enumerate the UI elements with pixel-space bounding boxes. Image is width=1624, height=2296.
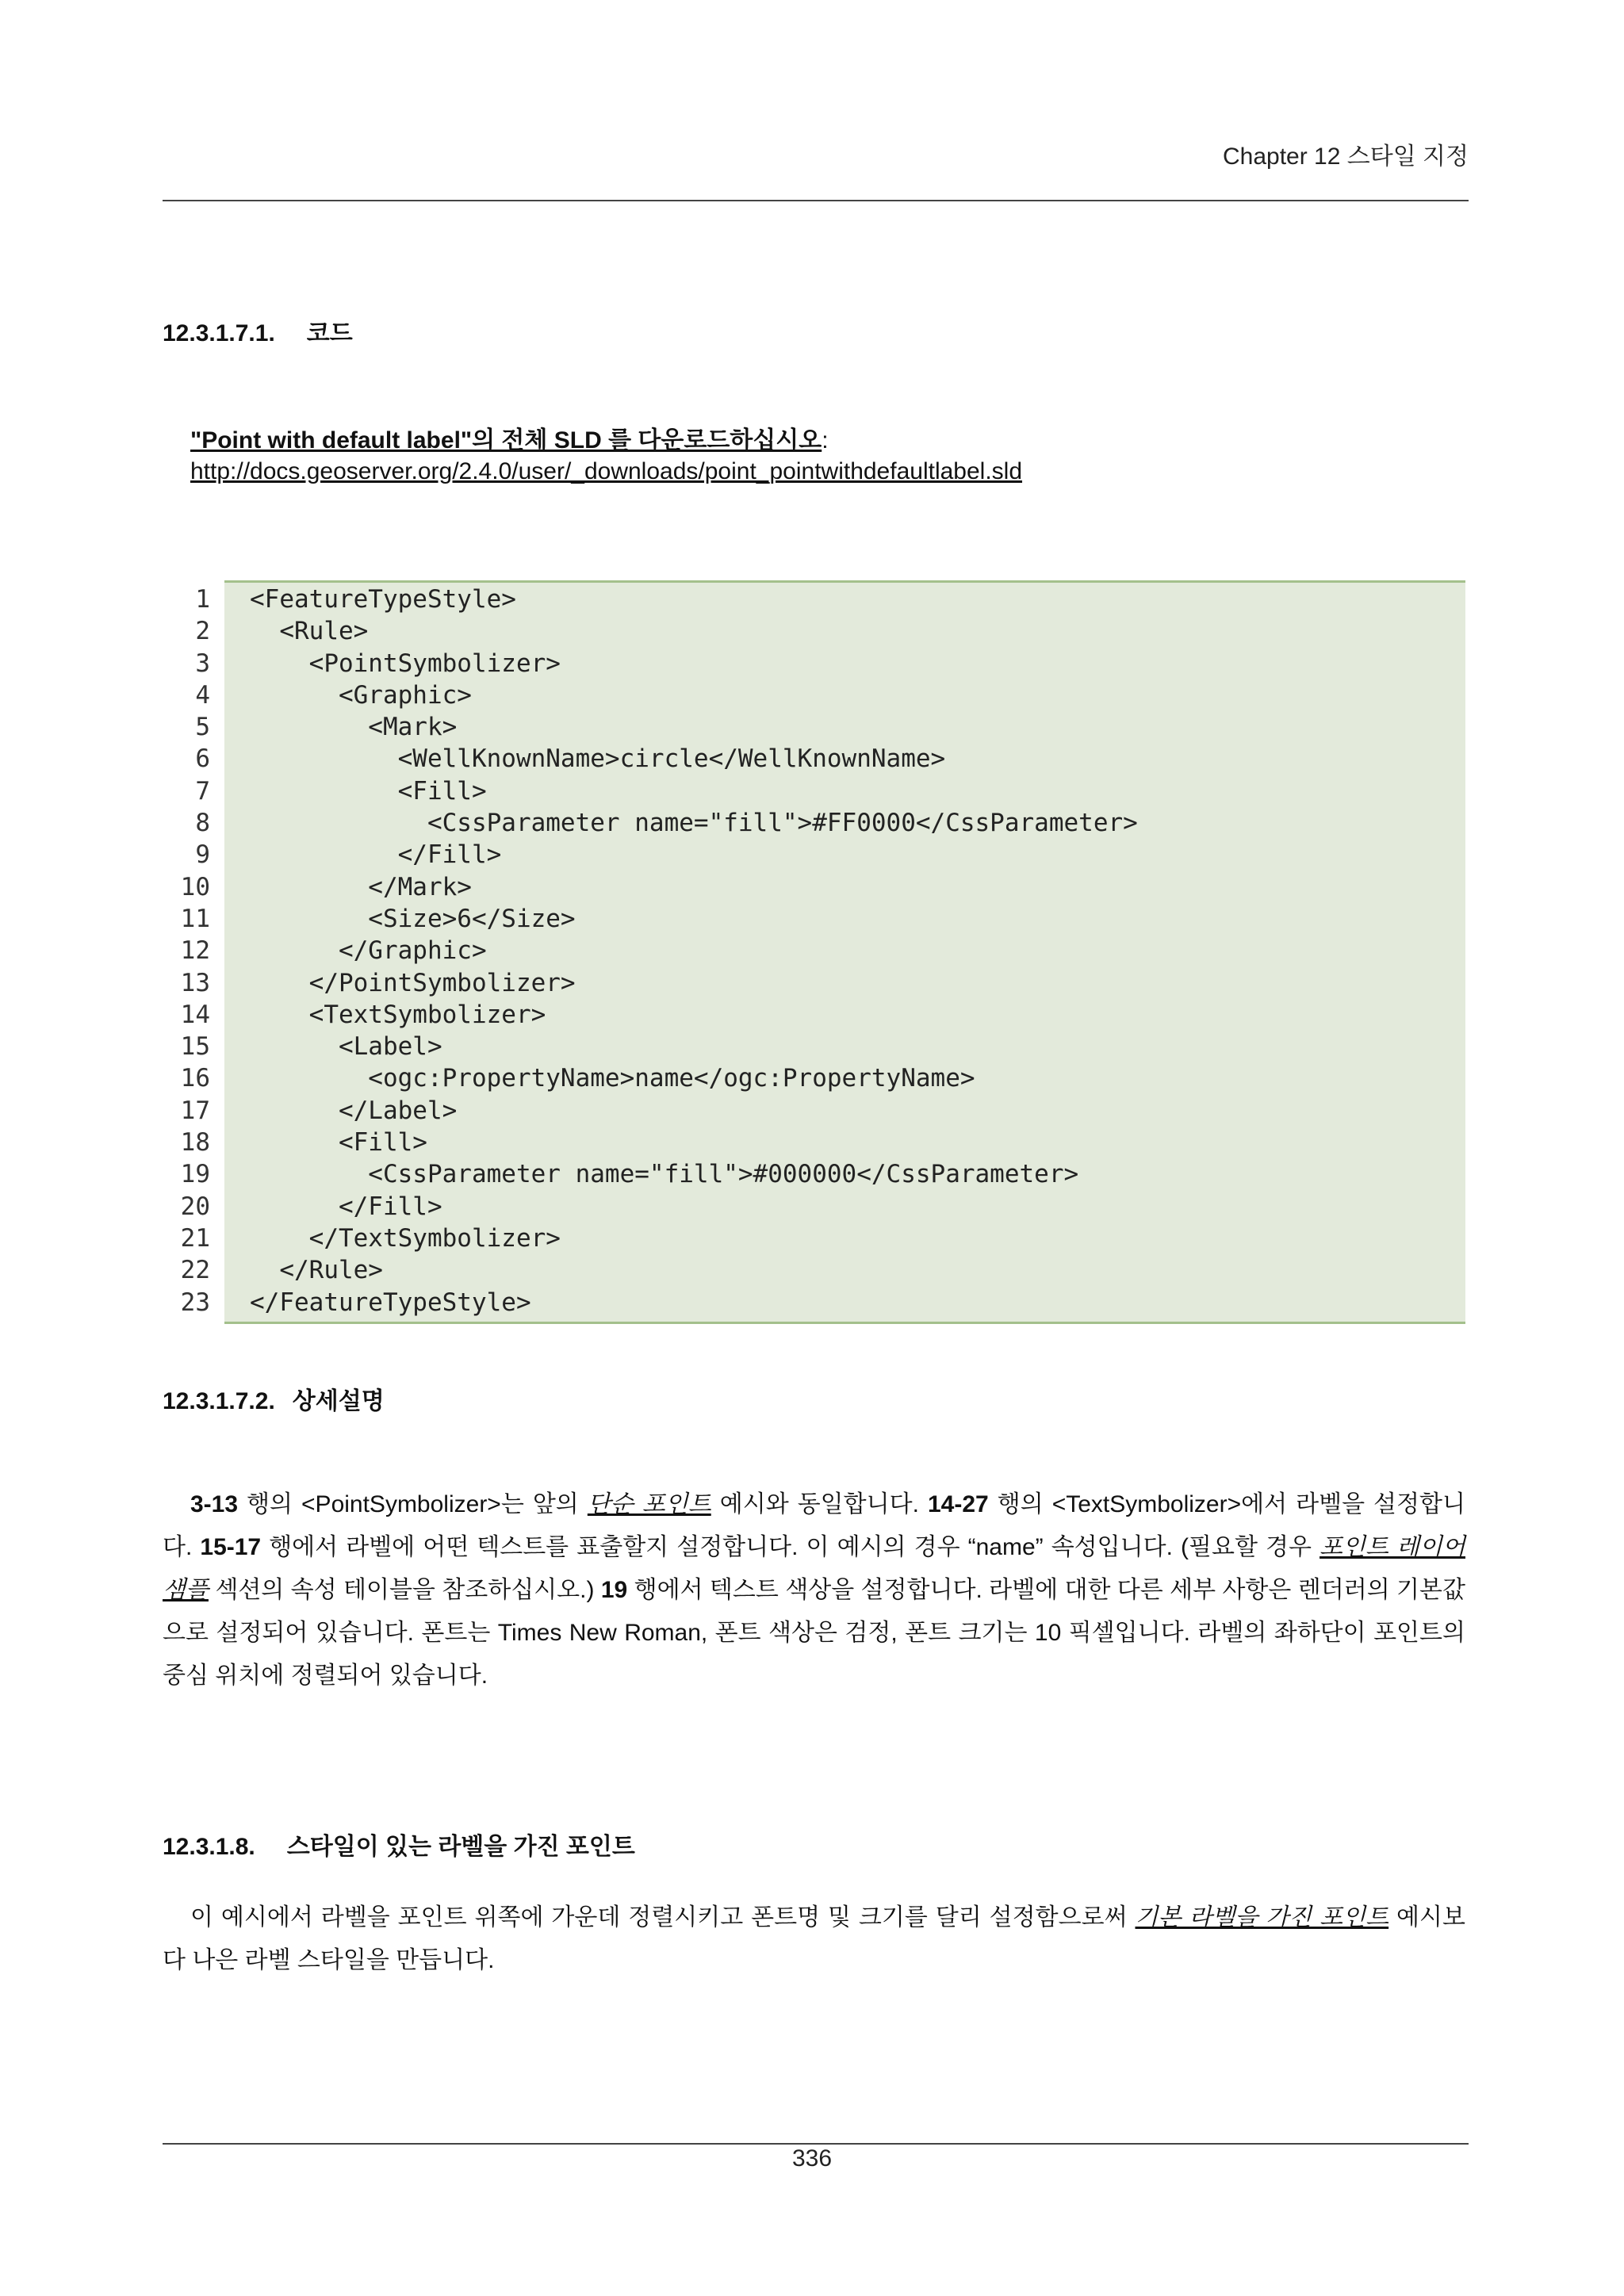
code-line-number: 6: [195, 744, 210, 774]
section-title: 스타일이 있는 라벨을 가진 포인트: [286, 1834, 635, 1860]
code-line: [163, 711, 1138, 743]
code-line-text: <Fill>: [250, 1128, 427, 1158]
code-listing: [163, 584, 1138, 1318]
code-line-text: <Graphic>: [250, 680, 472, 710]
running-header: Chapter 12 스타일 지정: [1222, 144, 1469, 170]
code-line-text: </PointSymbolizer>: [250, 968, 576, 997]
code-line: [163, 679, 1138, 711]
code-line-number: 9: [195, 840, 210, 870]
code-line-text: </Fill>: [250, 1192, 442, 1221]
code-line: [163, 903, 1138, 935]
code-line: [163, 1062, 1138, 1094]
download-url-link[interactable]: http://docs.geoserver.org/2.4.0/user/_downloads/point_pointwithdefaultlabel.sld: [190, 458, 1023, 484]
code-line-number: 15: [180, 1032, 210, 1062]
code-line-text: <FeatureTypeStyle>: [250, 585, 516, 614]
code-line: [163, 775, 1138, 807]
section-title: 코드: [306, 320, 353, 346]
code-line-number: 8: [195, 809, 210, 838]
code-line: [163, 1031, 1138, 1062]
code-line-number: 1: [195, 585, 210, 614]
code-line: [163, 1158, 1138, 1190]
line-ref: 14-27: [927, 1491, 989, 1517]
code-line-number: 14: [180, 1000, 210, 1029]
code-line: [163, 1191, 1138, 1223]
section-heading-code: [163, 313, 353, 348]
styled-label-paragraph: 이 예시에서 라벨을 포인트 위쪽에 가운데 정렬시키고 폰트명 및 크기를 달리 설정함으로써 기본 라벨을 가진 포인트 예시보다 나은 라벨 스타일을 만듭니다.: [163, 1904, 1465, 1973]
code-line: [163, 1127, 1138, 1158]
header-rule: [163, 200, 1469, 201]
code-line-number: 23: [180, 1288, 210, 1317]
code-line-number: 12: [180, 936, 210, 966]
section-number: 12.3.1.7.2.: [163, 1388, 275, 1414]
code-line-number: 11: [180, 904, 210, 933]
code-line-number: 21: [180, 1223, 210, 1253]
code-line-number: 18: [180, 1128, 210, 1158]
code-line-number: 3: [195, 649, 210, 678]
code-line-text: <Rule>: [250, 617, 369, 646]
code-line-text: <Size>6</Size>: [250, 904, 576, 933]
code-line-text: </Graphic>: [250, 936, 487, 966]
line-ref: 3-13: [190, 1491, 239, 1517]
code-line: [163, 839, 1138, 871]
footer-rule: [163, 2143, 1469, 2145]
code-line-number: 2: [195, 617, 210, 646]
code-line-text: <CssParameter name="fill">#FF0000</CssParameter>: [250, 809, 1138, 838]
code-line-text: <Mark>: [250, 713, 458, 742]
code-line-number: 22: [180, 1256, 210, 1285]
code-line: [163, 648, 1138, 679]
download-colon: :: [822, 427, 829, 453]
simple-point-link[interactable]: 단순 포인트: [587, 1491, 711, 1517]
code-line-number: 17: [180, 1096, 210, 1125]
point-default-label-link[interactable]: 기본 라벨을 가진 포인트: [1135, 1904, 1389, 1931]
code-line: [163, 871, 1138, 903]
code-line-text: </Mark>: [250, 872, 472, 901]
code-line-text: <Fill>: [250, 776, 487, 806]
page-number: 336: [791, 2145, 833, 2172]
code-line-text: </TextSymbolizer>: [250, 1223, 561, 1253]
code-line-number: 4: [195, 680, 210, 710]
code-line-number: 5: [195, 713, 210, 742]
section-heading-styled-label: [163, 1827, 635, 1862]
code-line-number: 7: [195, 776, 210, 806]
code-line-text: </FeatureTypeStyle>: [250, 1288, 531, 1317]
code-line-text: <TextSymbolizer>: [250, 1000, 546, 1029]
code-line-text: </Rule>: [250, 1256, 383, 1285]
section-title: 상세설명: [292, 1388, 385, 1414]
code-line-number: 16: [180, 1064, 210, 1093]
code-line-number: 20: [180, 1192, 210, 1221]
code-line-text: <PointSymbolizer>: [250, 649, 561, 678]
code-line-text: <ogc:PropertyName>name</ogc:PropertyName>: [250, 1064, 975, 1093]
code-line: [163, 1287, 1138, 1318]
download-line: [190, 420, 829, 455]
code-line: [163, 1095, 1138, 1127]
code-line-text: <Label>: [250, 1032, 442, 1062]
code-line-number: 19: [180, 1160, 210, 1189]
code-line-number: 10: [180, 872, 210, 901]
code-line: [163, 1254, 1138, 1286]
code-line: [163, 807, 1138, 839]
code-line: [163, 967, 1138, 999]
code-line-text: </Label>: [250, 1096, 458, 1125]
section-number: 12.3.1.8.: [163, 1834, 255, 1860]
details-paragraph: 3-13 행의 <PointSymbolizer>는 앞의 단순 포인트 예시와 동일합니다. 14-27 행의 <TextSymbolizer>에서 라벨을 설정합니다. 15-17 행에서 라벨에 어떤 텍스트를 표출할지 설정합니다. 이 예시의 경우 “name” 속성입니다. (필요할 경우 포인트 레이어 샘플 섹션의 속성 테이블을 참조하십시오.) 19 행에서 텍스트 색상을 설정합니다. 라벨에 대한 다른 세부 사항은 렌더러의 기본값으로 설정되어 있습니다. 폰트는 Times New Roman, 폰트 색상은 검정, 폰트 크기는 10 픽셀입니다. 라벨의 좌하단이 포인트의 중심 위치에 정렬되어 있습니다.: [163, 1491, 1466, 1689]
code-line-text: <CssParameter name="fill">#000000</CssParameter>: [250, 1160, 1079, 1189]
code-line: [163, 935, 1138, 966]
code-line-text: <WellKnownName>circle</WellKnownName>: [250, 744, 946, 774]
download-sld-link[interactable]: "Point with default label"의 전체 SLD 를 다운로드하십시오: [190, 427, 822, 453]
code-line-number: 13: [180, 968, 210, 997]
section-number: 12.3.1.7.1.: [163, 320, 275, 346]
line-ref: 15-17: [200, 1534, 262, 1560]
code-line: [163, 1223, 1138, 1254]
section-heading-details: [163, 1381, 385, 1416]
code-line: [163, 584, 1138, 615]
code-line: [163, 743, 1138, 775]
code-line: [163, 615, 1138, 647]
code-line: [163, 999, 1138, 1031]
point-layer-sample-link[interactable]: 포인트 레이어 샘플: [163, 1534, 1465, 1603]
line-ref: 19: [600, 1577, 628, 1603]
code-line-text: </Fill>: [250, 840, 502, 870]
